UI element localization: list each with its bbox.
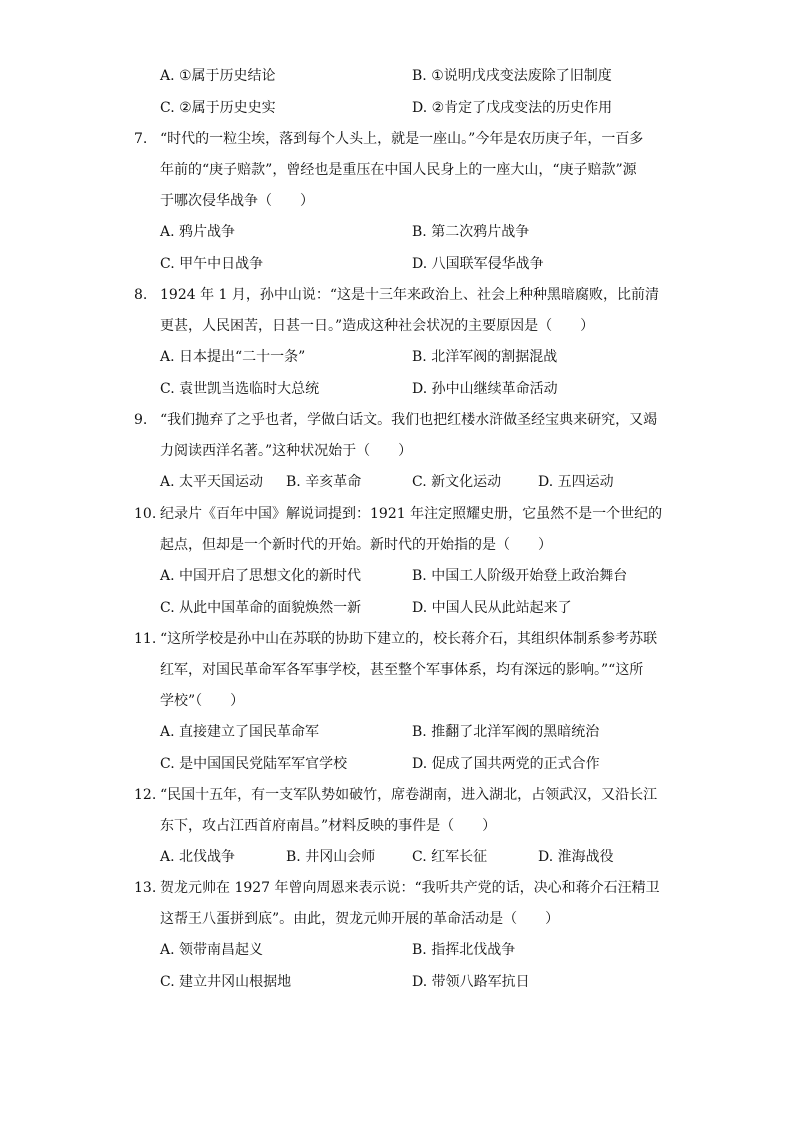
option-c: C. 袁世凯当选临时大总统 xyxy=(160,381,320,397)
question-number: 7. xyxy=(134,131,148,147)
question-number: 11. xyxy=(134,631,157,647)
question-number: 12. xyxy=(134,787,157,803)
question-text-line: 红军，对国民革命军各军事学校，甚至整个军事体系，均有深远的影响。”“这所 xyxy=(160,662,644,678)
question-text-line: 东下，攻占江西首府南昌。”材料反映的事件是（ ） xyxy=(160,818,497,834)
option-a: A. ①属于历史结论 xyxy=(160,68,276,84)
question-text-line: 这帮王八蛋拼到底”。由此，贺龙元帅开展的革命活动是（ ） xyxy=(160,911,560,927)
question-text-line: “我们抛弃了之乎也者，学做白话文。我们也把红楼水浒做圣经宝典来研究，又竭 xyxy=(160,412,658,428)
question-number: 13. xyxy=(134,880,157,896)
option-d: D. 淮海战役 xyxy=(538,849,614,865)
option-c: C. 新文化运动 xyxy=(412,474,502,490)
question-text-line: 纪录片《百年中国》解说词提到：1921 年注定照耀史册，它虽然不是一个世纪的 xyxy=(160,506,663,522)
question-text-line: 起点，但却是一个新时代的开始。新时代的开始指的是（ ） xyxy=(160,537,552,553)
option-b: B. 推翻了北洋军阀的黑暗统治 xyxy=(412,724,600,740)
question-number: 8. xyxy=(134,287,148,303)
option-c: C. ②属于历史史实 xyxy=(160,100,276,116)
option-a: A. 北伐战争 xyxy=(160,849,236,865)
option-c: C. 是中国国民党陆军军官学校 xyxy=(160,756,348,772)
option-d: D. 五四运动 xyxy=(538,474,614,490)
option-a: A. 领带南昌起义 xyxy=(160,942,264,958)
option-b: B. 井冈山会师 xyxy=(286,849,376,865)
question-text-line: “时代的一粒尘埃，落到每个人头上，就是一座山。”今年是农历庚子年，一百多 xyxy=(160,131,644,147)
option-a: A. 太平天国运动 xyxy=(160,474,264,490)
question-text-line: 更甚，人民困苦，日甚一日。”造成这种社会状况的主要原因是（ ） xyxy=(160,318,595,334)
option-c: C. 建立井冈山根据地 xyxy=(160,974,292,990)
option-a: A. 鸦片战争 xyxy=(160,224,236,240)
question-text-line: “民国十五年，有一支军队势如破竹，席卷湖南，进入湖北，占领武汉，又沿长江 xyxy=(160,787,658,803)
option-b: B. 辛亥革命 xyxy=(286,474,362,490)
option-b: B. 中国工人阶级开始登上政治舞台 xyxy=(412,568,628,584)
option-d: D. ②肯定了戊戌变法的历史作用 xyxy=(412,100,613,116)
option-c: C. 从此中国革命的面貌焕然一新 xyxy=(160,600,362,616)
option-d: D. 八国联军侵华战争 xyxy=(412,256,544,272)
question-text-line: 贺龙元帅在 1927 年曾向周恩来表示说：“我听共产党的话，决心和蒋介石汪精卫 xyxy=(160,880,660,896)
option-d: D. 中国人民从此站起来了 xyxy=(412,600,572,616)
option-b: B. 指挥北伐战争 xyxy=(412,942,516,958)
option-b: B. 北洋军阀的割据混战 xyxy=(412,349,558,365)
question-text-line: “这所学校是孙中山在苏联的协助下建立的，校长蒋介石，其组织体制系参考苏联 xyxy=(160,631,658,647)
option-a: A. 直接建立了国民革命军 xyxy=(160,724,320,740)
question-text-line: 年前的“庚子赔款”，曾经也是重压在中国人民身上的一座大山，“庚子赔款”源 xyxy=(160,162,637,178)
option-a: A. 中国开启了思想文化的新时代 xyxy=(160,568,362,584)
question-number: 10. xyxy=(134,506,157,522)
question-text-line: 于哪次侵华战争（ ） xyxy=(160,193,314,209)
option-d: D. 带领八路军抗日 xyxy=(412,974,530,990)
option-c: C. 甲午中日战争 xyxy=(160,256,264,272)
option-b: B. ①说明戊戌变法废除了旧制度 xyxy=(412,68,612,84)
question-text-line: 1924 年 1 月，孙中山说：“这是十三年来政治上、社会上种种黑暗腐败，比前清 xyxy=(160,287,660,303)
question-text-line: 学校”（ ） xyxy=(160,693,245,709)
option-c: C. 红军长征 xyxy=(412,849,488,865)
option-d: D. 孙中山继续革命活动 xyxy=(412,381,558,397)
option-b: B. 第二次鸦片战争 xyxy=(412,224,530,240)
question-text-line: 力阅读西洋名著。”这种状况始于（ ） xyxy=(160,443,413,459)
option-d: D. 促成了国共两党的正式合作 xyxy=(412,756,600,772)
question-number: 9. xyxy=(134,412,148,428)
option-a: A. 日本提出“二十一条” xyxy=(160,349,306,365)
